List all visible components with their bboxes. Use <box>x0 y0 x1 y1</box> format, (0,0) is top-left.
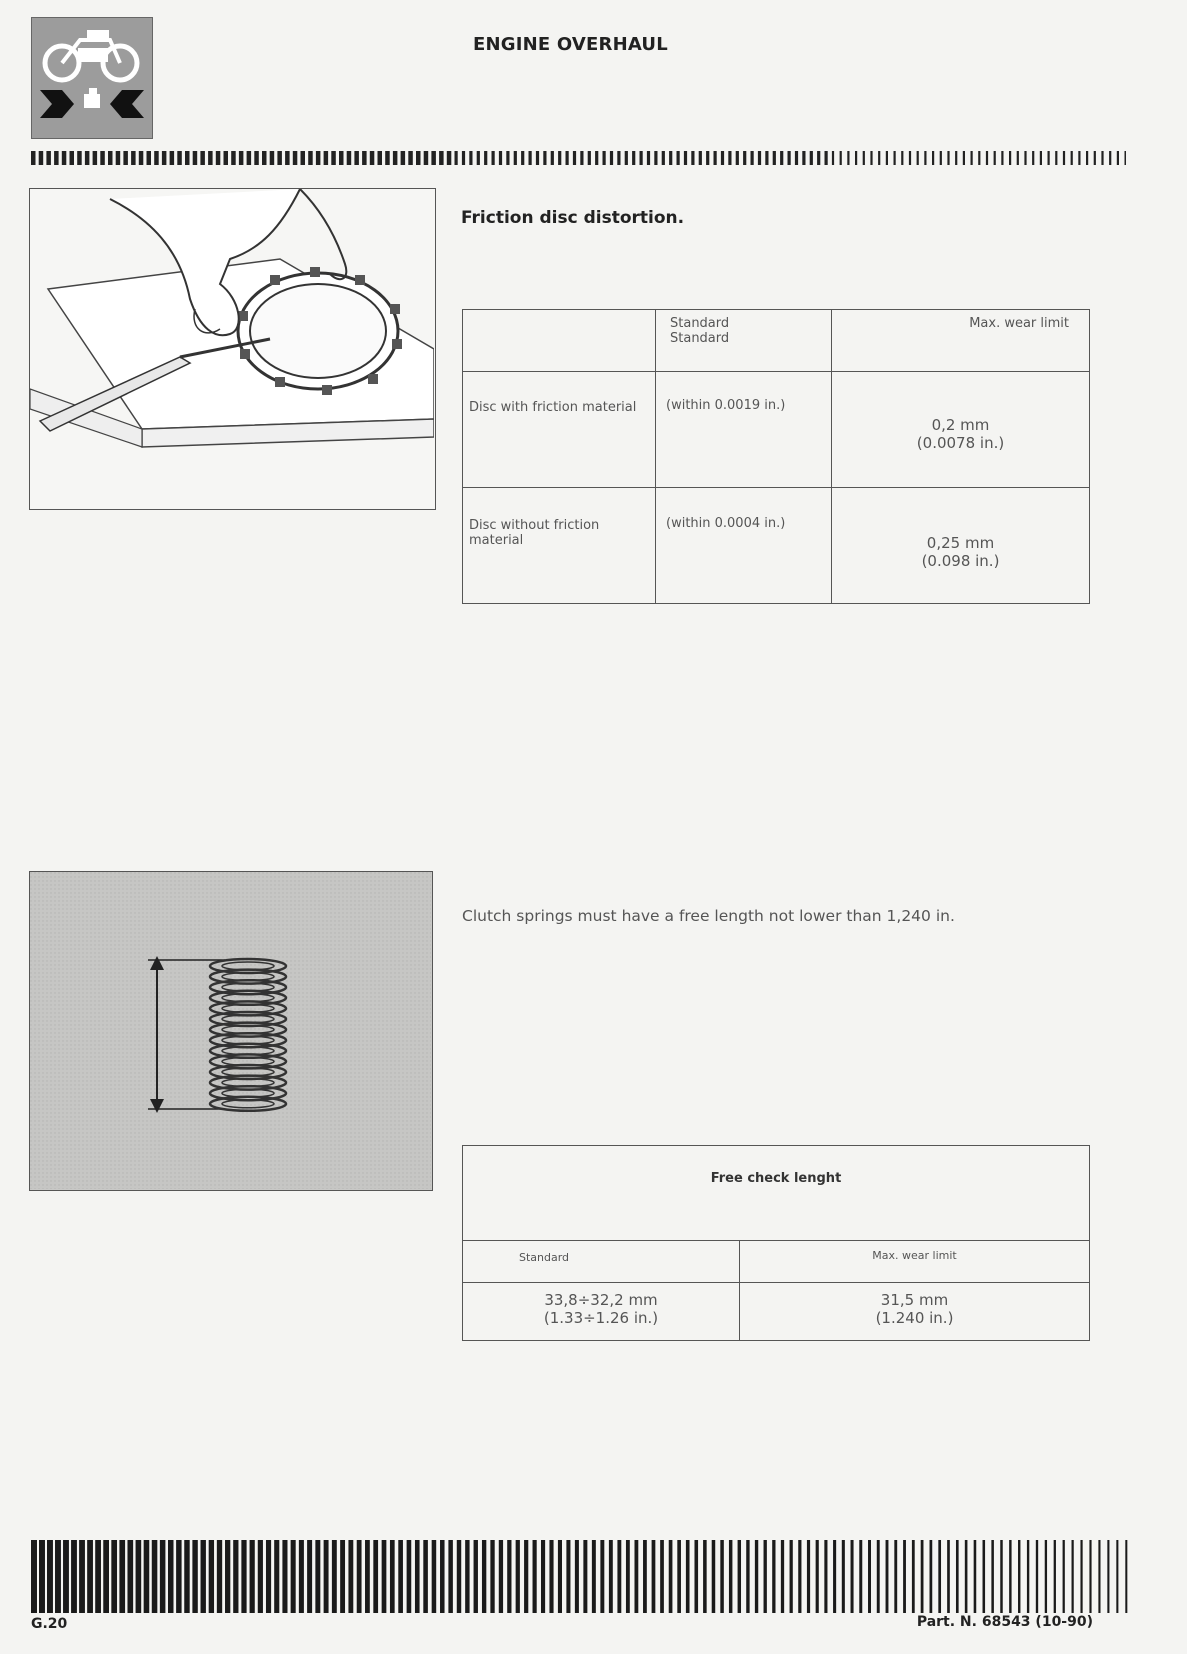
table-row <box>463 372 1090 488</box>
table-row <box>463 1283 1090 1341</box>
max-wear-in: (1.240 in.) <box>875 1309 954 1327</box>
spring-free-length-drawing <box>30 872 431 1189</box>
max-wear-in: (0.0078 in.) <box>916 434 1005 452</box>
table-row <box>463 488 1090 604</box>
spring-note: Clutch springs must have a free length not lower than 1,240 in. <box>462 907 955 925</box>
standard-value <box>463 1283 740 1341</box>
max-wear-mm: 0,25 mm <box>926 534 995 552</box>
friction-disc-table <box>462 309 1090 604</box>
row-label: Disc without friction material <box>463 488 656 604</box>
table-header-blank <box>463 310 656 372</box>
column-header-standard <box>656 310 832 372</box>
standard-mm: 33,8÷32,2 mm <box>544 1291 658 1309</box>
friction-disc-illustration <box>29 188 436 510</box>
column-header-max-wear: Max. wear limit <box>740 1241 1090 1283</box>
row-max-wear <box>832 372 1090 488</box>
row-standard: (within 0.0019 in.) <box>656 372 832 488</box>
max-wear-value <box>740 1283 1090 1341</box>
standard-in: (1.33÷1.26 in.) <box>543 1309 659 1327</box>
row-standard: (within 0.0004 in.) <box>656 488 832 604</box>
max-wear-in: (0.098 in.) <box>921 552 1000 570</box>
row-max-wear <box>832 488 1090 604</box>
section-heading: Friction disc distortion. <box>461 208 685 228</box>
header-standard-line-1: Standard <box>670 316 730 331</box>
header-standard-line-2: Standard <box>670 331 730 346</box>
column-header-max-wear: Max. wear limit <box>832 310 1090 372</box>
max-wear-mm: 0,2 mm <box>931 416 990 434</box>
motorcycle-engine-icon <box>32 18 152 138</box>
free-length-table <box>462 1145 1090 1341</box>
section-icon <box>31 17 153 139</box>
top-decorative-band <box>31 151 1126 165</box>
max-wear-mm: 31,5 mm <box>880 1291 949 1309</box>
disc-on-surface-plate-drawing <box>30 189 434 508</box>
column-header-standard: Standard <box>463 1241 740 1283</box>
table-title: Free check lenght <box>463 1146 1090 1241</box>
part-number: Part. N. 68543 (10-90) <box>916 1614 1093 1630</box>
bottom-decorative-band <box>31 1540 1133 1613</box>
page-number: G.20 <box>31 1616 68 1632</box>
clutch-spring-illustration <box>29 871 433 1191</box>
page-title: ENGINE OVERHAUL <box>473 34 668 55</box>
row-label: Disc with friction material <box>463 372 656 488</box>
